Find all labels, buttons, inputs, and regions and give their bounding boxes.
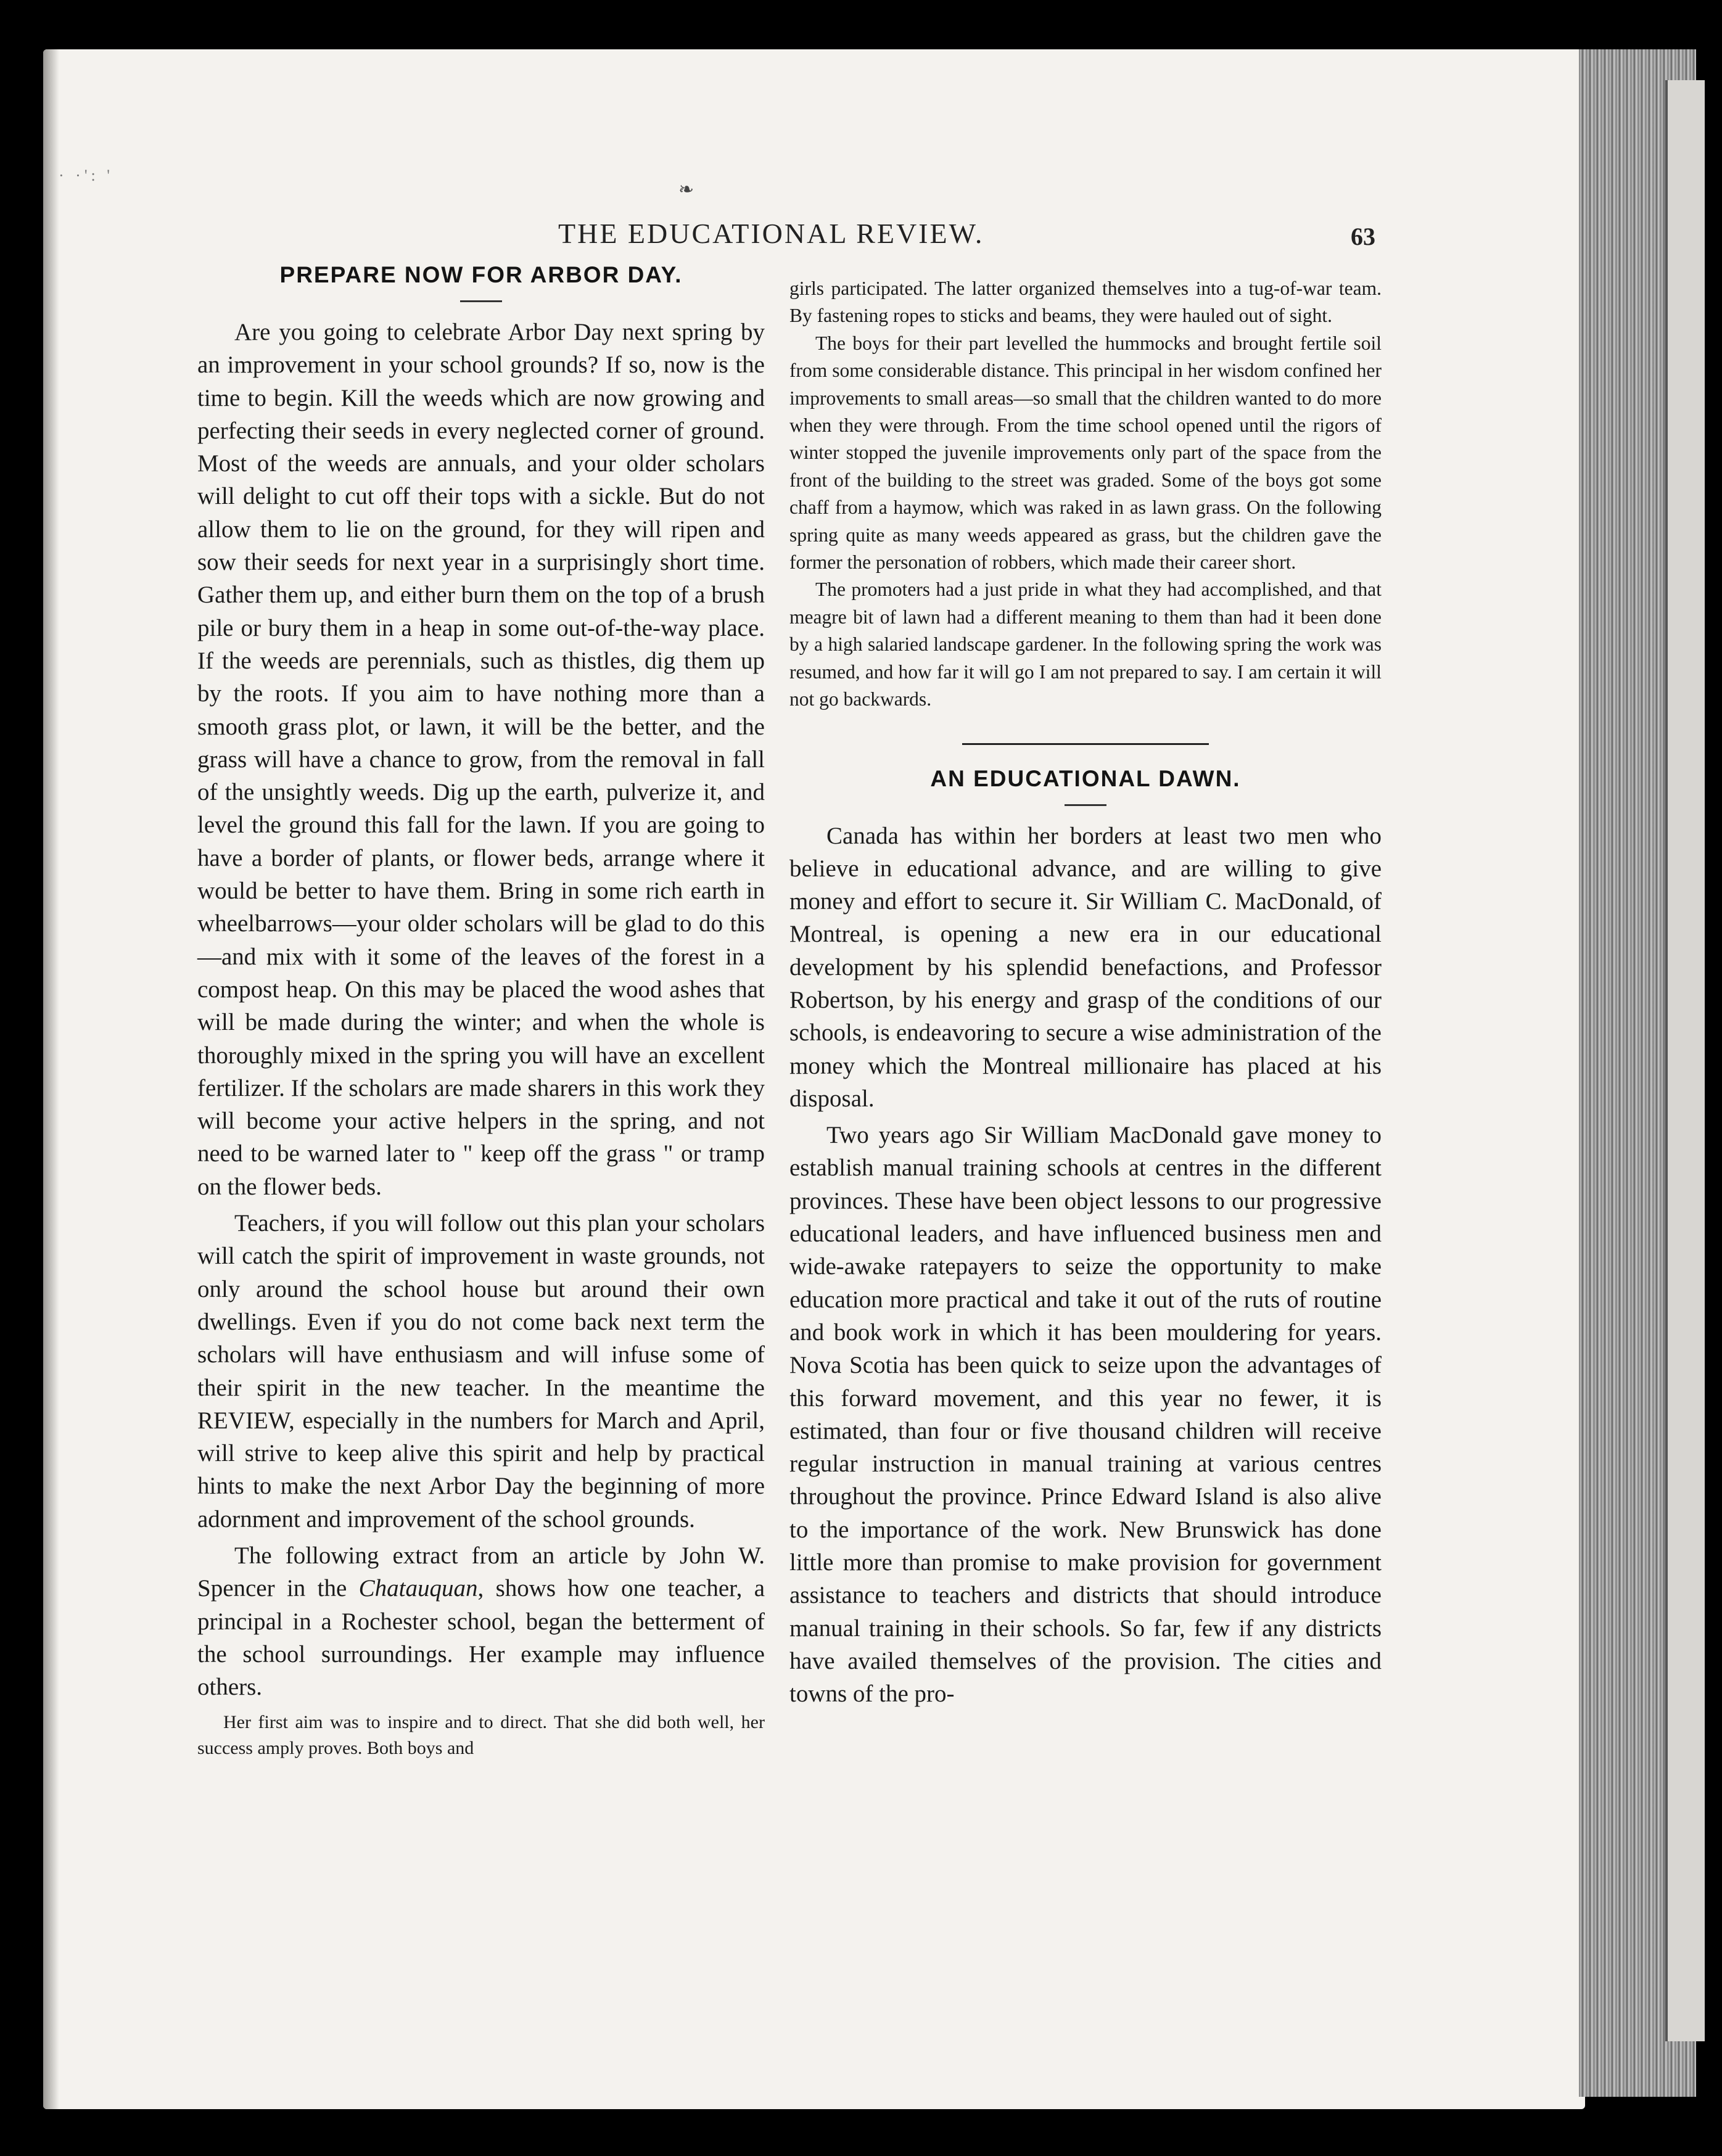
journal-title: THE EDUCATIONAL REVIEW. [558,218,984,249]
spencer-text-after: , shows how one teacher, a principal in a Rochester school, began the betterment of the school surroundings. Her example may influence others. [197,1575,765,1701]
section-divider [962,743,1209,745]
spencer-text-before: The following extract from an article by John W. Spencer in the [197,1542,765,1602]
extract-paragraph: The promoters had a just pride in what they had accomplished, and that meagre bit of lawn had a different meaning to them than had it been done by a high salaried landscape gardener. In the following spring the work was resumed, and how far it will go I am not prepared to say. I am certain it will not go backwards. [789,578,1382,710]
article-paragraph-spencer [197,1539,765,1703]
extract-paragraph: Her first aim was to inspire and to direct. That she did both well, her success amply proves. Both boys and [197,1712,765,1759]
article-paragraph: Are you going to celebrate Arbor Day next spring by an improvement in your school grounds? If so, now is the time to begin. Kill the weeds which are now growing and perfecting their seeds in every neglected corner of ground. Most of the weeds are annuals, and your older scholars will delight to cut off their tops with a sickle. But do not allow them to lie on the ground, for they will ripen and sow their seeds for next year in a surprisingly short time. Gather them up, and either burn them on the top of a brush pile or bury them in a heap in some out-of-the-way place. If the weeds are perennials, such as thistles, dig them up by the roots. If you aim to have nothing more than a smooth grass plot, or lawn, it will be the better, and the grass will have a chance to grow, from the removal in fall of the unsightly weeds. Dig up the earth, pulverize it, and level the ground this fall for the lawn. If you are going to have a border of plants, or flower beds, arrange where it would be better to have them. Bring in some rich earth in wheelbarrows—your older scholars will be glad to do this —and mix with it some of the leaves of the forest in a compost heap. On this may be placed the wood ashes that will be made during the winter; and when the whole is thoroughly mixed in the spring you will have an excellent fertilizer. If the scholars are made sharers in this work they will become your active helpers in the spring, and not need to be warned later to " keep off the grass " or tramp on the flower beds. [197,319,765,1200]
article-paragraph: Canada has within her borders at least two men who believe in educational advance, and are willing to give money and effort to secure it. Sir William C. MacDonald, of Montreal, is opening a new era in our educational development by his splendid benefactions, and Professor Robertson, by his energy and grasp of the conditions of our schools, is endeavoring to secure a wise administration of the money which the Montreal millionaire has placed at his disposal. [789,822,1382,1112]
heading-rule [460,300,502,302]
heading-rule [1065,804,1106,806]
article-heading-educational-dawn: AN EDUCATIONAL DAWN. [930,765,1241,791]
extract-paragraph: The boys for their part levelled the hummocks and brought fertile soil from some considerable distance. This principal in her wisdom confined her improvements to small areas—so small that the children wanted to do more when they were through. From the time school opened until the rigors of winter stopped the juvenile improvements only part of the space from the front of the building to the street was graded. Some of the boys got some chaff from a haymow, which was raked in as lawn grass. On the following spring quite as many weeds appeared as grass, but the children gave the former the personation of robbers, which made their career short. [789,332,1382,574]
book-edge-cap [1665,80,1705,2041]
page-gutter-shadow [43,49,59,2109]
page-number: 63 [1351,223,1375,250]
ornament-icon: ❧ [678,179,694,200]
right-column [789,275,1382,1714]
margin-marks: · ·': ' [59,167,113,184]
chatauquan-title: Chatauquan [358,1575,478,1602]
article-heading-arbor-day: PREPARE NOW FOR ARBOR DAY. [279,262,683,287]
left-column [197,262,765,1761]
article-paragraph: Two years ago Sir William MacDonald gave money to establish manual training schools at centres in the different provinces. These have been object lessons to our progressive educational leaders, and have influenced business men and wide-awake ratepayers to seize the opportunity to make education more practical and take it out of the ruts of routine and book work in which it has been mouldering for years. Nova Scotia has been quick to seize upon the advantages of this forward movement, and this year no fewer, it is estimated, than four or five thousand children will receive regular instruction in manual training at various centres throughout the province. Prince Edward Island is also alive to the importance of the work. New Brunswick has done little more than promise to make provision for government assistance to teachers and districts that should introduce manual training in their schools. So far, few if any districts have availed themselves of the provision. The cities and towns of the pro- [789,1122,1382,1708]
article-paragraph: Teachers, if you will follow out this plan your scholars will catch the spirit of improvement in waste grounds, not only around the school house but around their own dwellings. Even if you do not come back next term the scholars will have enthusiasm and will infuse some of their spirit in the new teacher. In the meantime the REVIEW, especially in the numbers for March and April, will strive to keep alive this spirit and help by practical hints to make the next Arbor Day the beginning of more adornment and improvement of the school grounds. [197,1210,765,1533]
extract-paragraph-continued: girls participated. The latter organized themselves into a tug-of-war team. By fastening ropes to sticks and beams, they were hauled out of sight. [789,278,1382,327]
